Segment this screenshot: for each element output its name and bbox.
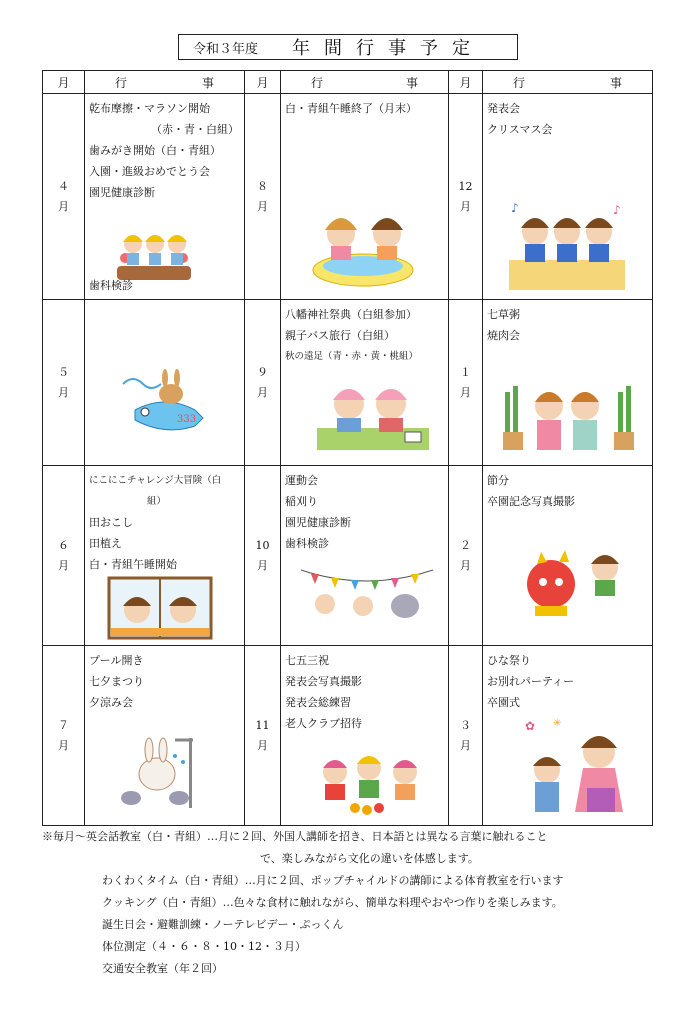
event-item: 夕涼み会 xyxy=(89,696,133,709)
header-events: 行 事 xyxy=(483,71,653,94)
table-row xyxy=(43,466,653,646)
table-row xyxy=(43,300,653,466)
events-cell xyxy=(281,300,449,466)
events-cell xyxy=(281,94,449,300)
header-month: 月 xyxy=(245,71,281,94)
oni-and-child-bean-throwing-illustration xyxy=(509,538,635,630)
month-cell: ６ 月 xyxy=(43,466,85,646)
event-item: 組） xyxy=(146,496,166,507)
rabbit-on-carp-streamer-illustration xyxy=(115,366,215,436)
sports-day-race-illustration xyxy=(297,562,437,632)
events-cell xyxy=(85,646,245,826)
events-cell xyxy=(483,466,653,646)
note-line: 交通安全教室（年２回） xyxy=(102,962,223,975)
event-item: 親子バス旅行（白組） xyxy=(285,329,395,342)
event-item: 田おこし xyxy=(89,516,133,529)
children-singing-on-stage-illustration xyxy=(505,198,629,292)
svg-text:333: 333 xyxy=(177,414,197,425)
page-title: 年間行事予定 xyxy=(292,38,485,59)
svg-text:♪: ♪ xyxy=(613,203,621,217)
month-cell: 11 月 xyxy=(245,646,281,826)
table-row xyxy=(43,646,653,826)
month-cell: ９ 月 xyxy=(245,300,281,466)
event-item: 園児健康診断 xyxy=(285,516,351,529)
month-cell: ８ 月 xyxy=(245,94,281,300)
events-cell xyxy=(85,466,245,646)
event-item: プール開き xyxy=(89,654,144,667)
event-item: 発表会写真撮影 xyxy=(285,675,362,688)
header-month: 月 xyxy=(449,71,483,94)
event-item: 節分 xyxy=(487,474,509,487)
month-cell: ７ 月 xyxy=(43,646,85,826)
events-cell xyxy=(281,466,449,646)
event-item: 園児健康診断 xyxy=(89,186,155,199)
event-item: お別れパーティー xyxy=(487,675,575,688)
month-cell: ３ 月 xyxy=(449,646,483,826)
event-item: 歯みがき開始（白・青組） xyxy=(89,144,221,157)
month-cell: 10 月 xyxy=(245,466,281,646)
graduation-girls-hakama-illustration xyxy=(523,716,633,816)
event-item: 卒園式 xyxy=(487,696,520,709)
month-cell: ５ 月 xyxy=(43,300,85,466)
header-month: 月 xyxy=(43,71,85,94)
children-at-window-rain-illustration xyxy=(107,576,213,640)
children-water-play-pool-illustration xyxy=(307,204,419,290)
header-events: 行 事 xyxy=(85,71,245,94)
children-planting-flowers-illustration xyxy=(111,228,197,284)
children-new-year-kadomatsu-illustration xyxy=(501,372,635,456)
month-cell: 12 月 xyxy=(449,94,483,300)
header-events: 行 事 xyxy=(281,71,449,94)
svg-text:✳: ✳ xyxy=(553,718,562,729)
event-item: 七草粥 xyxy=(487,308,520,321)
event-item: 発表会総練習 xyxy=(285,696,351,709)
events-cell xyxy=(483,300,653,466)
events-cell xyxy=(483,94,653,300)
title-prefix: 令和３年度 xyxy=(193,41,259,57)
event-item: 乾布摩擦・マラソン開始 xyxy=(89,102,210,115)
note-line: わくわくタイム（白・青組）…月に２回、ポップチャイルドの講師による体育教室を行います xyxy=(102,874,564,887)
events-cell xyxy=(85,300,245,466)
month-cell: ４ 月 xyxy=(43,94,85,300)
note-line: ※毎月～英会話教室（白・青組）…月に２回、外国人講師を招き、日本語とは異なる言葉に触れること xyxy=(42,830,548,843)
event-item: 八幡神社祭典（白組参加） xyxy=(285,308,417,321)
events-cell xyxy=(483,646,653,826)
event-item: にこにこチャレンジ大冒険（白 xyxy=(89,475,222,486)
month-cell: ２ 月 xyxy=(449,466,483,646)
rabbit-shower-illustration xyxy=(115,732,215,812)
event-item: 歯科検診 xyxy=(89,279,133,292)
event-item: ひな祭り xyxy=(487,654,531,667)
event-item: 運動会 xyxy=(285,474,318,487)
event-item: 七五三祝 xyxy=(285,654,329,667)
note-line: クッキング（白・青組）…色々な食材に触れながら、簡単な料理やおやつ作りを楽しみます。 xyxy=(102,896,563,909)
header-row xyxy=(43,71,653,94)
note-line: 体位測定（４・６・８・10・12・３月） xyxy=(102,940,306,953)
events-cell xyxy=(85,94,245,300)
table-row xyxy=(43,94,653,300)
title-box xyxy=(178,34,518,60)
event-item: 稲刈り xyxy=(285,495,318,508)
event-item: 七夕まつり xyxy=(89,675,144,688)
svg-text:✿: ✿ xyxy=(525,719,536,733)
event-item: 入園・進級おめでとう会 xyxy=(89,165,210,178)
children-picnic-illustration xyxy=(307,370,435,454)
event-item: 田植え xyxy=(89,537,122,550)
event-item: 白・青組午睡終了（月末） xyxy=(285,102,417,115)
month-cell: １ 月 xyxy=(449,300,483,466)
svg-text:♪: ♪ xyxy=(511,201,519,215)
children-autumn-leaves-illustration xyxy=(305,746,429,816)
note-line: で、楽しみながら文化の違いを体感します。 xyxy=(260,852,479,865)
event-item: （赤・青・白組） xyxy=(151,123,239,136)
event-item: クリスマス会 xyxy=(487,123,553,136)
event-item: 発表会 xyxy=(487,102,520,115)
event-item: 歯科検診 xyxy=(285,537,329,550)
notes-section xyxy=(42,826,662,980)
schedule-table xyxy=(42,70,653,826)
event-item: 秋の遠足（青・赤・黄・桃組） xyxy=(285,351,419,362)
note-line: 誕生日会・避難訓練・ノーテレビデー・ぷっくん xyxy=(102,918,344,931)
event-item: 卒園記念写真撮影 xyxy=(487,495,575,508)
event-item: 白・青組午睡開始 xyxy=(89,558,177,571)
event-item: 焼肉会 xyxy=(487,329,520,342)
events-cell xyxy=(281,646,449,826)
event-item: 老人クラブ招待 xyxy=(285,717,362,730)
